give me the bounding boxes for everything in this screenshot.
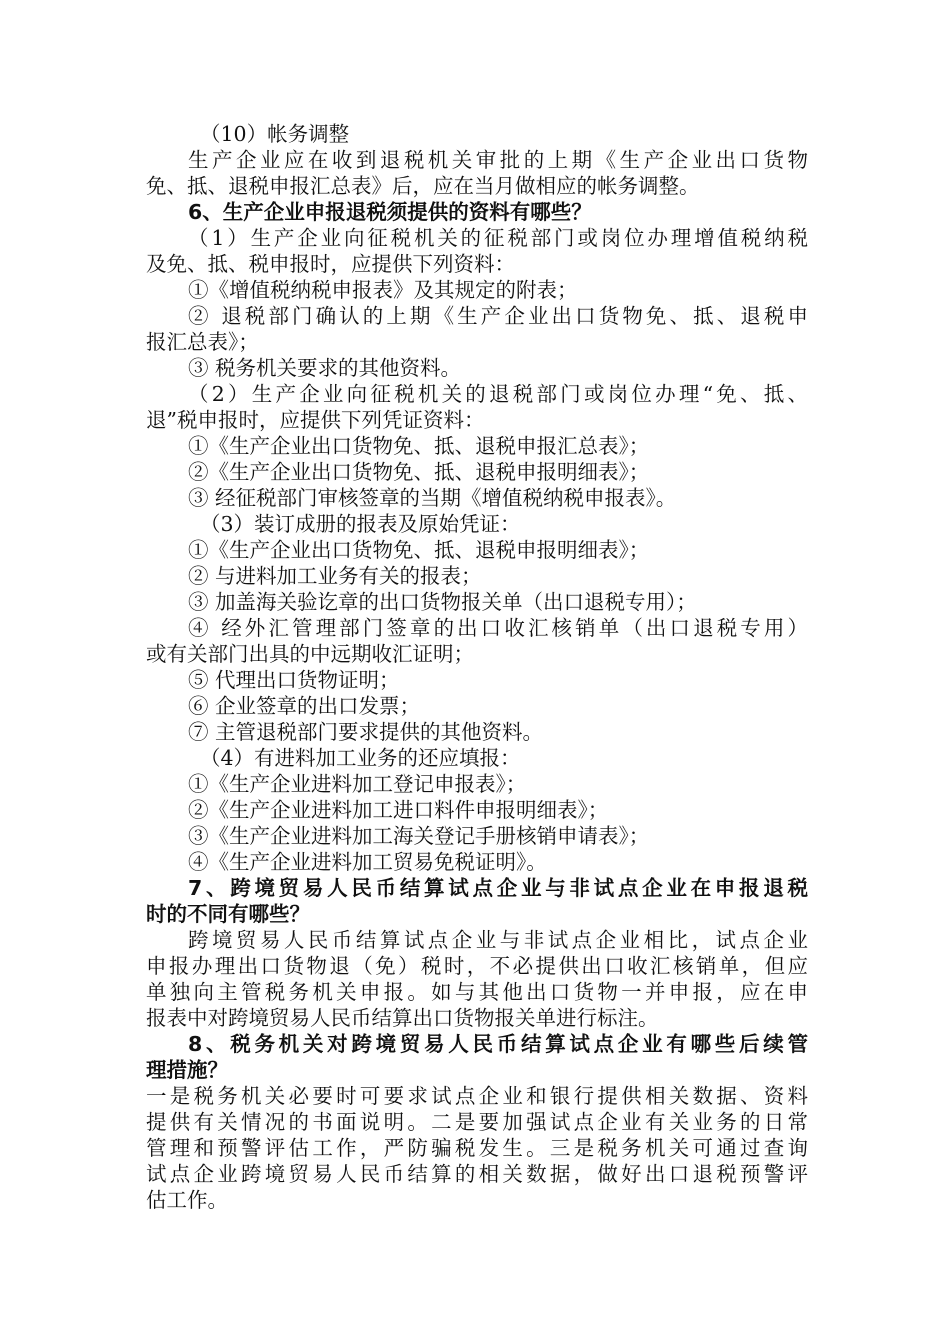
list-item: ①《生产企业出口货物免、抵、退税申报汇总表》； — [188, 434, 650, 458]
list-item: ③ 加盖海关验讫章的出口货物报关单（出口退税专用）； — [188, 590, 697, 614]
list-item: ①《增值税纳税申报表》及其规定的附表； — [188, 278, 578, 302]
paragraph-line: 生产企业应在收到退税机关审批的上期《生产企业出口货物 — [188, 148, 808, 172]
list-item: ②《生产企业出口货物免、抵、退税申报明细表》； — [188, 460, 650, 484]
subheading-item-2: （2）生产企业向征税机关的退税部门或岗位办理“免、抵、 — [188, 382, 808, 406]
paragraph-line: 跨境贸易人民币结算试点企业与非试点企业相比，试点企业 — [188, 928, 808, 952]
paragraph-line: 管理和预警评估工作，严防骗税发生。三是税务机关可通过查询 — [146, 1136, 808, 1160]
paragraph-line: 报表中对跨境贸易人民币结算出口货物报关单进行标注。 — [146, 1006, 659, 1030]
list-item-continuation: 或有关部门出具的中远期收汇证明； — [146, 642, 474, 666]
paragraph-line: 试点企业跨境贸易人民币结算的相关数据，做好出口退税预警评 — [146, 1162, 808, 1186]
subheading-item-3: （3）装订成册的报表及原始凭证： — [200, 512, 521, 536]
subheading-account-adjustment: （10）帐务调整 — [200, 122, 350, 146]
list-item: ③《生产企业进料加工海关登记手册核销申请表》； — [188, 824, 650, 848]
paragraph-line: 申报办理出口货物退（免）税时，不必提供出口收汇核销单，但应 — [146, 954, 808, 978]
paragraph-line: 及免、抵、税申报时，应提供下列资料： — [146, 252, 515, 276]
paragraph-line: 一是税务机关必要时可要求试点企业和银行提供相关数据、资料 — [146, 1084, 808, 1108]
list-item: ②《生产企业进料加工进口料件申报明细表》； — [188, 798, 609, 822]
section-heading-8-continuation: 理措施？ — [146, 1058, 228, 1082]
paragraph-line: 免、抵、退税申报汇总表》后，应在当月做相应的帐务调整。 — [146, 174, 700, 198]
list-item: ④《生产企业进料加工贸易免税证明》。 — [188, 850, 547, 874]
list-item: ③ 经征税部门审核签章的当期《增值税纳税申报表》。 — [188, 486, 677, 510]
list-item: ② 退税部门确认的上期《生产企业出口货物免、抵、退税申 — [188, 304, 808, 328]
paragraph-line: 单独向主管税务机关申报。如与其他出口货物一并申报，应在申 — [146, 980, 808, 1004]
document-page — [146, 121, 808, 1213]
paragraph-line: 退”税申报时，应提供下列凭证资料： — [146, 408, 485, 432]
list-item-continuation: 报汇总表》； — [146, 330, 259, 354]
subheading-item-1: （1）生产企业向征税机关的征税部门或岗位办理增值税纳税 — [188, 226, 808, 250]
list-item: ①《生产企业出口货物免、抵、退税申报明细表》； — [188, 538, 650, 562]
paragraph-line: 提供有关情况的书面说明。二是要加强试点企业有关业务的日常 — [146, 1110, 808, 1134]
list-item: ①《生产企业进料加工登记申报表》； — [188, 772, 527, 796]
section-heading-7: 7、跨境贸易人民币结算试点企业与非试点企业在申报退税 — [188, 876, 808, 900]
list-item: ④ 经外汇管理部门签章的出口收汇核销单（出口退税专用） — [188, 616, 808, 640]
list-item: ③ 税务机关要求的其他资料。 — [188, 356, 462, 380]
list-item: ⑦ 主管退税部门要求提供的其他资料。 — [188, 720, 544, 744]
subheading-item-4: （4）有进料加工业务的还应填报： — [200, 746, 521, 770]
list-item: ⑥ 企业签章的出口发票； — [188, 694, 421, 718]
section-heading-6: 6、生产企业申报退税须提供的资料有哪些？ — [188, 200, 592, 224]
list-item: ② 与进料加工业务有关的报表； — [188, 564, 482, 588]
section-heading-7-continuation: 时的不同有哪些？ — [146, 902, 310, 926]
section-heading-8: 8、税务机关对跨境贸易人民币结算试点企业有哪些后续管 — [188, 1032, 808, 1056]
paragraph-line: 估工作。 — [146, 1188, 228, 1212]
list-item: ⑤ 代理出口货物证明； — [188, 668, 400, 692]
